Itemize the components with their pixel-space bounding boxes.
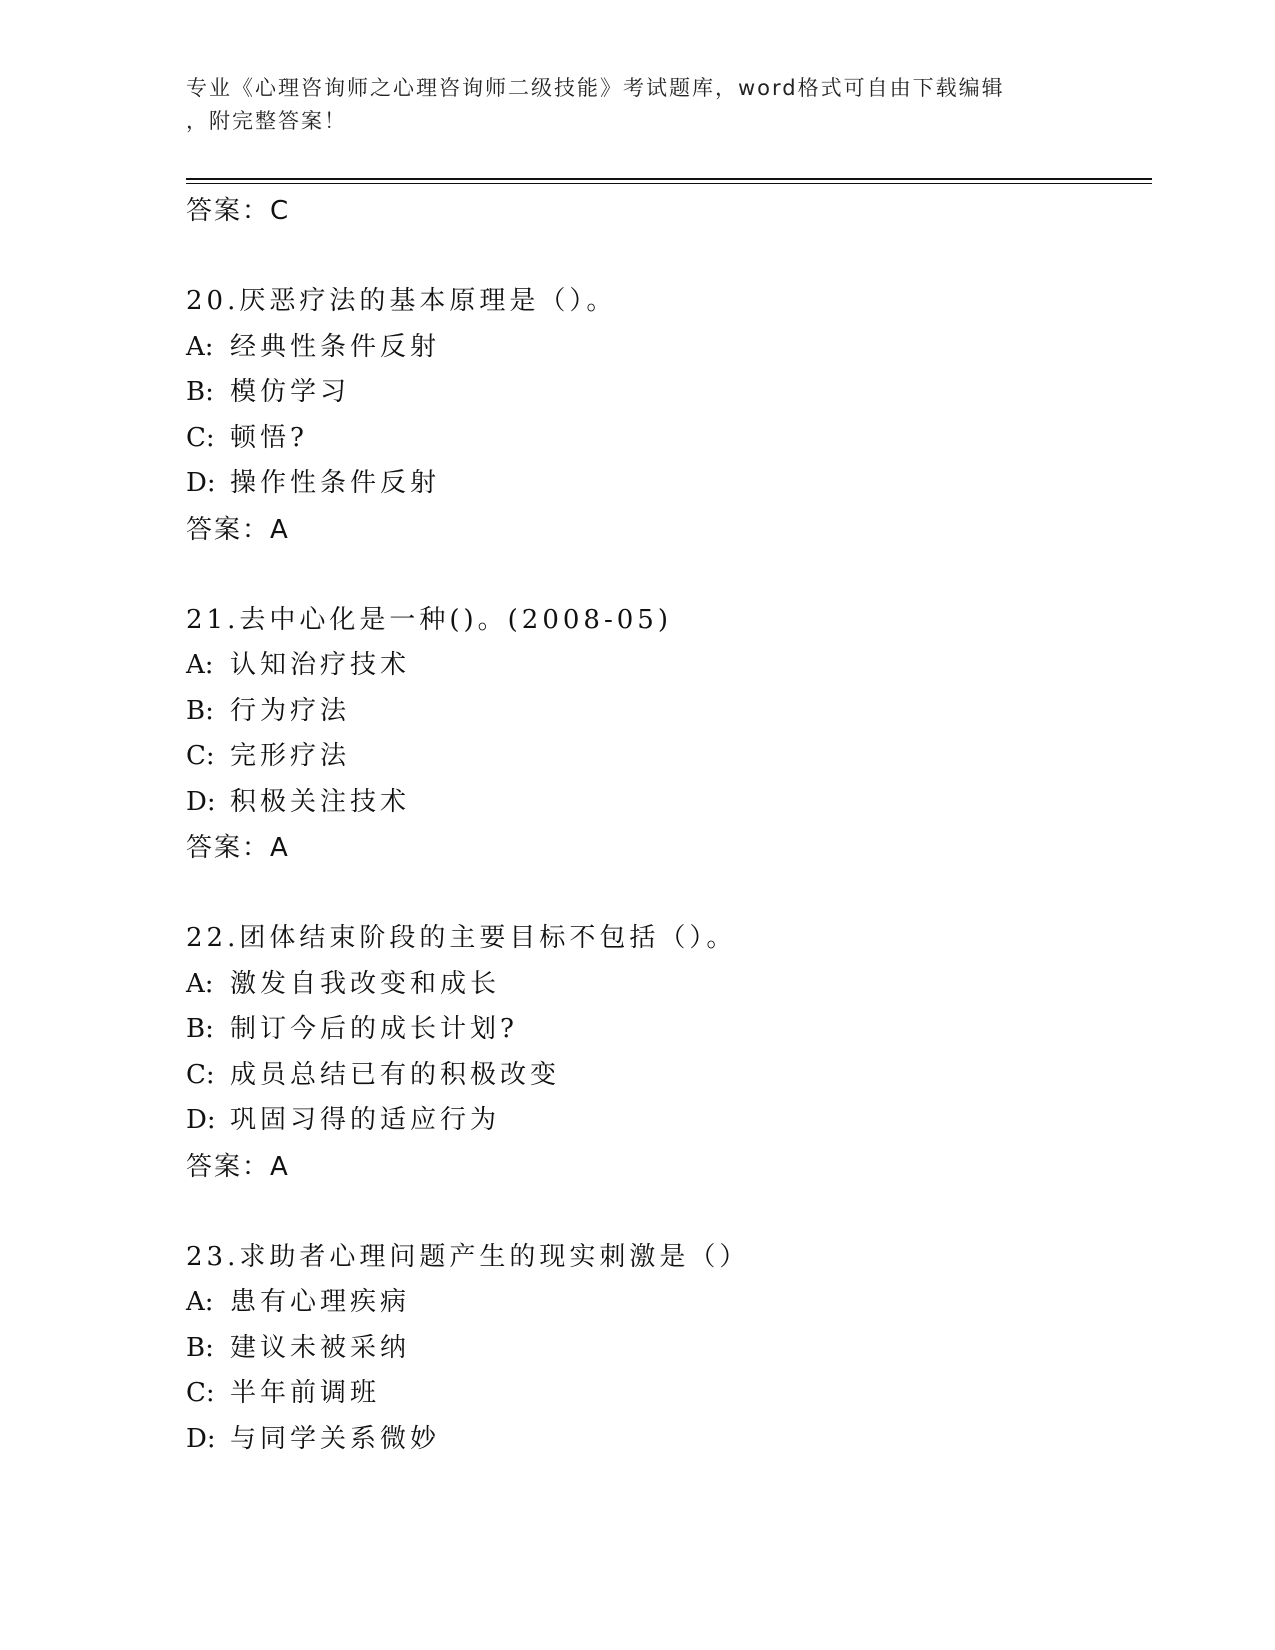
- option-text: 顿悟?: [230, 422, 308, 453]
- question-block: [186, 1235, 1146, 1463]
- option-text: 积极关注技术: [230, 786, 411, 817]
- header-line-1: 专业《心理咨询师之心理咨询师二级技能》考试题库，word格式可自由下载编辑: [186, 76, 1005, 100]
- option-b: [186, 1326, 1146, 1372]
- option-c: [186, 1053, 1146, 1099]
- option-d: [186, 461, 1146, 507]
- option-label: A:: [186, 968, 214, 999]
- option-c: [186, 416, 1146, 462]
- option-a: [186, 643, 1146, 689]
- option-label: C:: [186, 741, 215, 771]
- option-label: B:: [186, 377, 214, 407]
- option-label: D:: [186, 1105, 216, 1135]
- question-stem: 23.求助者心理问题产生的现实刺激是（）: [186, 1241, 750, 1272]
- option-a: [186, 325, 1146, 371]
- option-text: 制订今后的成长计划?: [230, 1014, 518, 1044]
- option-d: [186, 780, 1146, 826]
- option-text: 半年前调班: [230, 1378, 381, 1408]
- option-label: B:: [186, 1014, 214, 1044]
- option-text: 患有心理疾病: [230, 1287, 411, 1317]
- option-a: [186, 962, 1146, 1008]
- question-stem: 20.厌恶疗法的基本原理是（）。: [186, 286, 617, 316]
- option-text: 成员总结已有的积极改变: [230, 1059, 561, 1090]
- option-c: [186, 1371, 1146, 1417]
- option-label: A:: [186, 650, 214, 680]
- option-b: [186, 689, 1146, 735]
- option-label: D:: [186, 1423, 216, 1454]
- option-d: [186, 1098, 1146, 1144]
- option-text: 经典性条件反射: [230, 331, 441, 362]
- answer-line: 答案：A: [186, 1151, 290, 1182]
- option-text: 建议未被采纳: [230, 1332, 411, 1363]
- question-block: [186, 916, 1146, 1190]
- option-b: [186, 1007, 1146, 1053]
- option-label: C:: [186, 1059, 215, 1090]
- answer-line: 答案：A: [186, 514, 290, 545]
- option-b: [186, 370, 1146, 416]
- option-label: A:: [186, 1287, 214, 1317]
- option-a: [186, 1280, 1146, 1326]
- header-divider-thick: [186, 178, 1152, 180]
- option-text: 认知治疗技术: [230, 650, 411, 680]
- question-block: [186, 598, 1146, 872]
- answer-line: 答案：A: [186, 833, 290, 863]
- option-text: 完形疗法: [230, 741, 351, 771]
- option-text: 行为疗法: [230, 695, 351, 726]
- option-text: 巩固习得的适应行为: [230, 1105, 501, 1135]
- header-line-2: ，附完整答案！: [186, 109, 347, 133]
- option-label: C:: [186, 1378, 215, 1408]
- option-label: C:: [186, 422, 215, 453]
- question-list: [186, 188, 1146, 1462]
- option-label: D:: [186, 468, 216, 498]
- option-d: [186, 1417, 1146, 1463]
- option-text: 与同学关系微妙: [230, 1423, 441, 1454]
- option-label: D:: [186, 786, 216, 817]
- option-label: B:: [186, 695, 214, 726]
- header-divider-thin: [186, 183, 1152, 184]
- option-text: 激发自我改变和成长: [230, 968, 501, 999]
- option-c: [186, 734, 1146, 780]
- document-header: [186, 72, 1066, 138]
- question-block: [186, 279, 1146, 553]
- option-label: B:: [186, 1332, 214, 1363]
- option-label: A:: [186, 331, 214, 362]
- option-text: 模仿学习: [230, 377, 351, 407]
- option-text: 操作性条件反射: [230, 468, 441, 498]
- answer-line: 答案：C: [186, 196, 291, 226]
- question-stem: 21.去中心化是一种()。(2008-05): [186, 604, 672, 635]
- question-stem: 22.团体结束阶段的主要目标不包括（）。: [186, 923, 737, 953]
